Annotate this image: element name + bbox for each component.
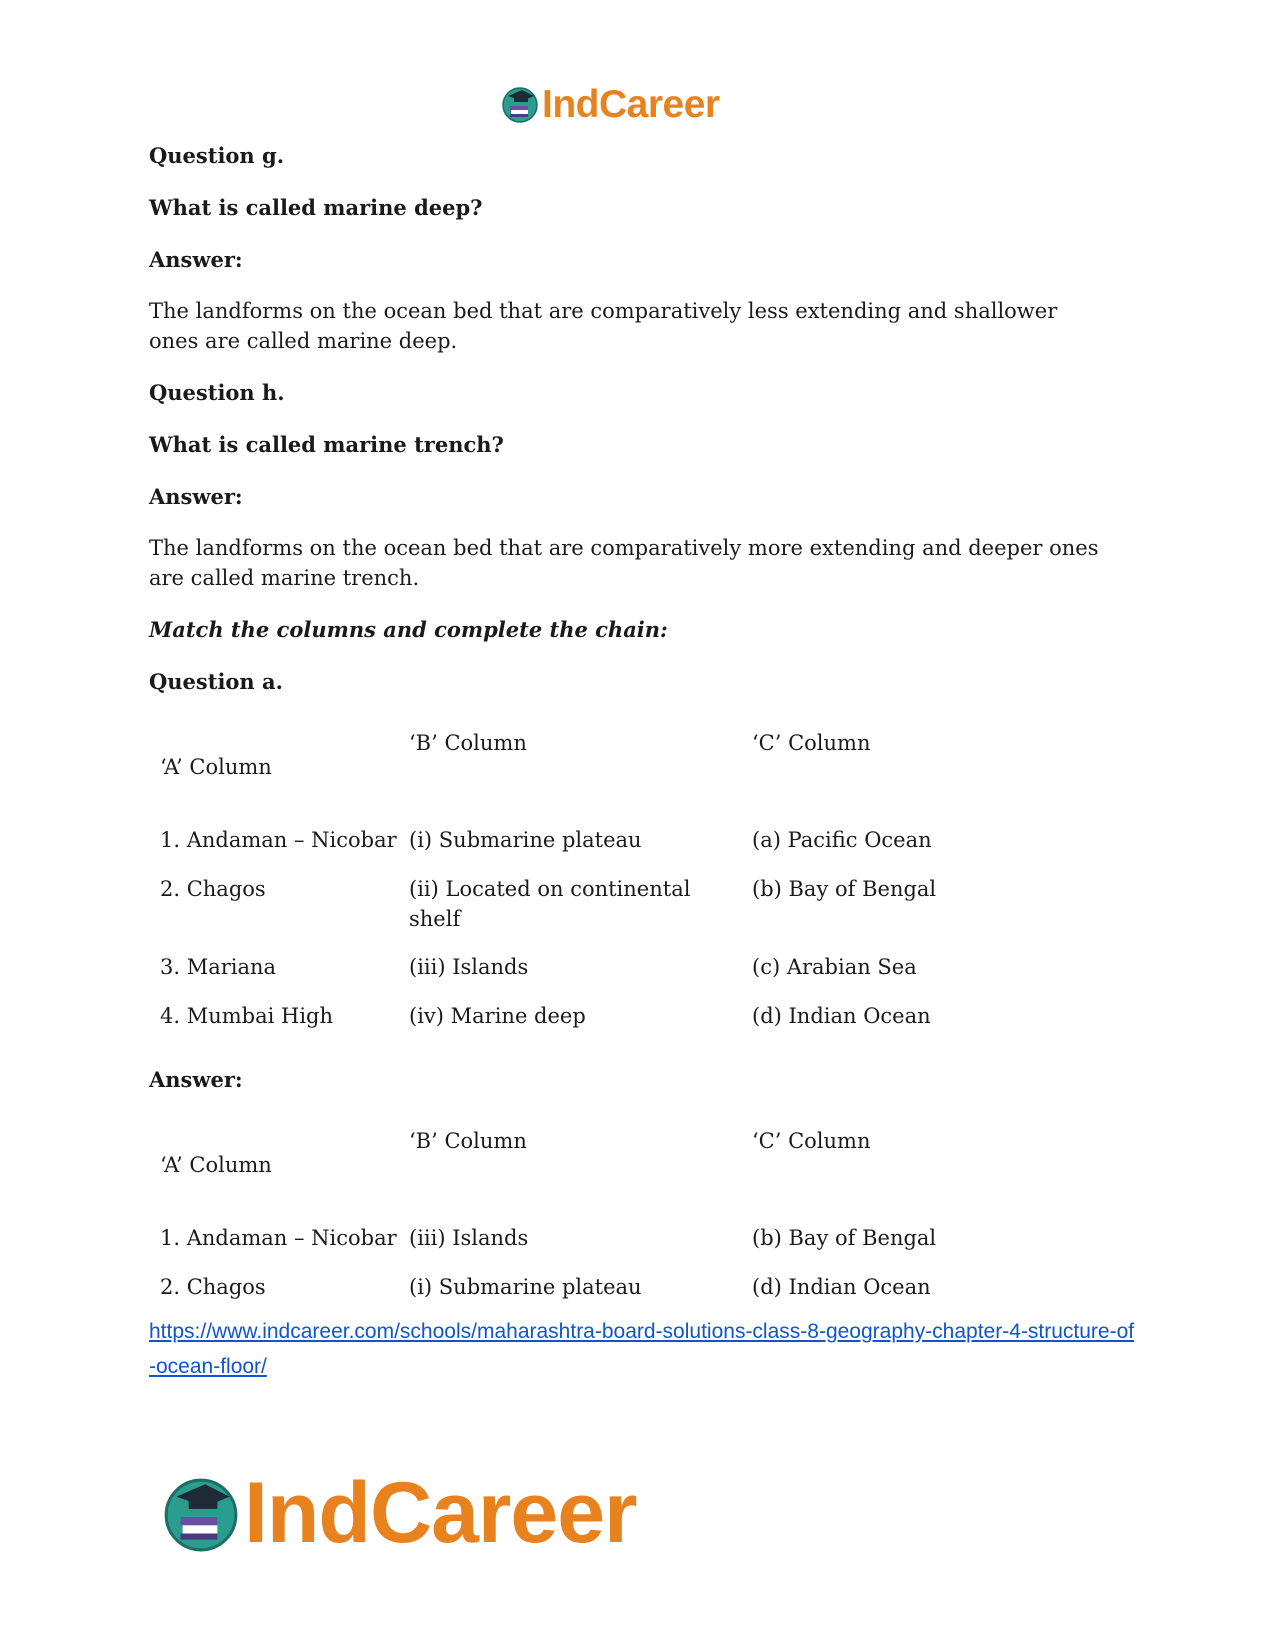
table-cell: (iii) Islands	[409, 1226, 529, 1250]
table-cell: (a) Pacific Ocean	[752, 828, 932, 852]
table-cell: 4. Mumbai High	[160, 1004, 334, 1028]
question-h-answer-label: Answer:	[149, 484, 243, 509]
footer-logo	[160, 1465, 637, 1561]
header-a-column: ‘A’ Column	[160, 755, 272, 779]
header-b-column: ‘B’ Column	[409, 731, 527, 755]
match-question-label: Question a.	[149, 669, 283, 694]
table-cell: 2. Chagos	[160, 1275, 266, 1299]
question-g-text: What is called marine deep?	[149, 195, 483, 220]
table-cell: (d) Indian Ocean	[752, 1004, 931, 1028]
globe-cap-icon	[160, 1472, 242, 1554]
table-cell: (b) Bay of Bengal	[752, 1226, 937, 1250]
header-b-column: ‘B’ Column	[409, 1129, 527, 1153]
table-cell: (ii) Located on continental shelf	[409, 877, 691, 931]
question-h-answer-text: The landforms on the ocean bed that are comparatively more extending and deeper ones are called marine trench.	[149, 536, 1099, 590]
question-h-label: Question h.	[149, 380, 285, 405]
question-g-answer-label: Answer:	[149, 247, 243, 272]
question-g-answer-text: The landforms on the ocean bed that are comparatively less extending and shallower ones are called marine deep.	[149, 299, 1058, 353]
table-cell: (i) Submarine plateau	[409, 828, 642, 852]
brand-name: IndCareer	[542, 82, 720, 126]
table-cell: 1. Andaman – Nicobar	[160, 1226, 397, 1250]
match-answer-label: Answer:	[149, 1067, 243, 1092]
table-cell: (b) Bay of Bengal	[752, 877, 937, 901]
header-c-column: ‘C’ Column	[752, 731, 871, 755]
table-cell: 1. Andaman – Nicobar	[160, 828, 397, 852]
question-h-text: What is called marine trench?	[149, 432, 504, 457]
table-cell: (c) Arabian Sea	[752, 955, 917, 979]
table-cell: 2. Chagos	[160, 877, 266, 901]
question-g-label: Question g.	[149, 143, 285, 168]
header-logo	[500, 80, 720, 128]
brand-name: IndCareer	[244, 1465, 637, 1561]
header-a-column: ‘A’ Column	[160, 1153, 272, 1177]
globe-cap-icon	[500, 84, 540, 124]
table-cell: (iv) Marine deep	[409, 1004, 586, 1028]
table-cell: (iii) Islands	[409, 955, 529, 979]
table-cell: 3. Mariana	[160, 955, 277, 979]
header-c-column: ‘C’ Column	[752, 1129, 871, 1153]
source-url-link[interactable]: https://www.indcareer.com/schools/maharashtra-board-solutions-class-8-geography-chapter-4-structure-of-ocean-floor/	[149, 1320, 1135, 1378]
table-cell: (i) Submarine plateau	[409, 1275, 642, 1299]
table-cell: (d) Indian Ocean	[752, 1275, 931, 1299]
match-heading: Match the columns and complete the chain:	[149, 617, 668, 642]
